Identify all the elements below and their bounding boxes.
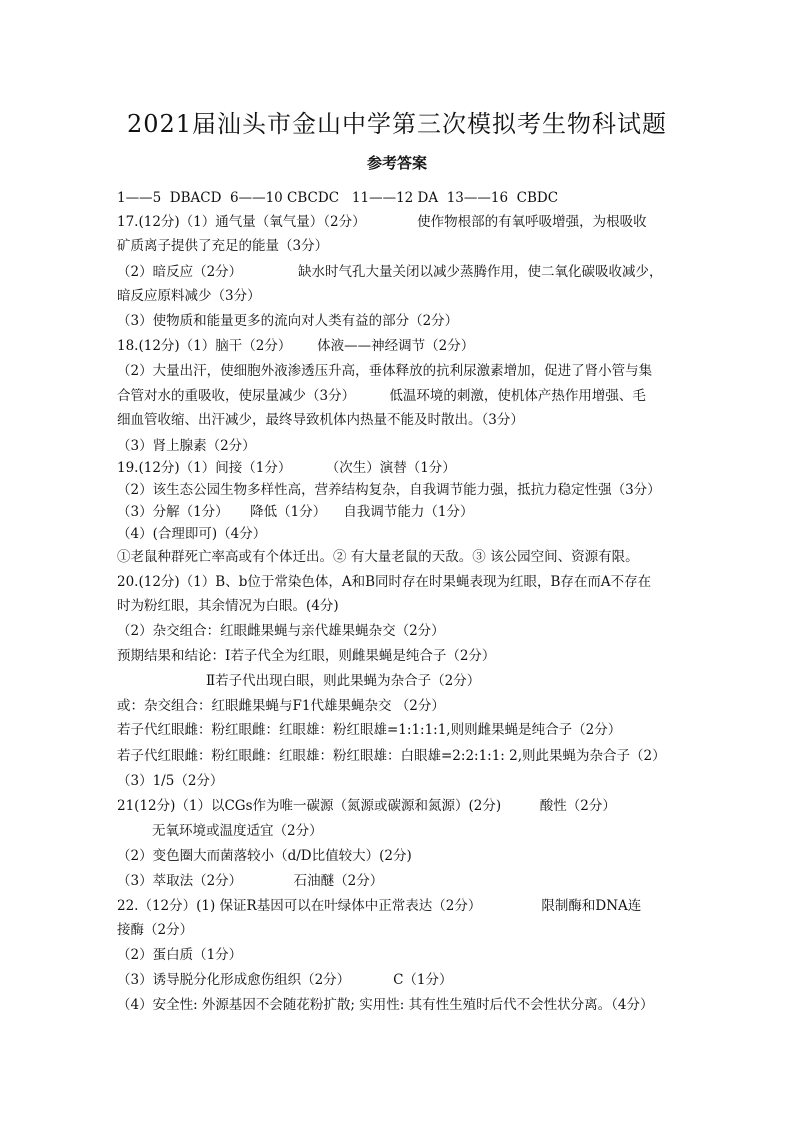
answer-line-20-2e: 若子代红眼雌：粉红眼雌：红眼雄：粉红眼雄=1:1:1:1,则则雌果蝇是纯合子（2分） [117, 722, 622, 738]
answer-line-22-3: （3）诱导脱分化形成愈伤组织（2分） C（1分） [117, 972, 453, 988]
answer-line-17-1b: 矿质离子提供了充足的能量（3分） [117, 238, 329, 254]
answer-line-22-4: （4）安全性: 外源基因不会随花粉扩散; 实用性: 其有性生殖时后代不会性状分离。（4分） [117, 997, 654, 1013]
answer-line-20-1b: 时为粉红眼，其余情况为白眼。(4分) [117, 598, 339, 614]
answer-line-22-2: （2）蛋白质（1分） [117, 947, 243, 963]
answer-line-22-1: 22.（12分）(1) 保证R基因可以在叶绿体中正常表达（2分） 限制酶和DNA连 [117, 898, 642, 914]
answer-line-19-3: （3）分解（1分） 降低（1分） 自我调节能力（1分） [117, 504, 474, 520]
answer-line-18-1: 18.(12分)（1）脑干（2分） 体液——神经调节（2分） [117, 338, 475, 354]
answer-line-21-1b: 无氧环境或温度适宜（2分） [152, 823, 323, 839]
answer-line-17-2b: 暗反应原料减少（3分） [117, 288, 261, 304]
answer-line-21-3: （3）萃取法（2分） 石油醚（2分） [117, 873, 384, 889]
answer-line-18-2: （2）大量出汗，使细胞外液渗透压升高，垂体释放的抗利尿激素增加，促进了肾小管与集 [117, 363, 653, 379]
answer-line-18-3: （3）肾上腺素（2分） [117, 438, 256, 454]
answer-line-20-2: （2）杂交组合：红眼雌果蝇与亲代雄果蝇杂交（2分） [117, 623, 445, 639]
answer-line-17-2: （2）暗反应（2分） 缺水时气孔大量关闭以减少蒸腾作用，使二氧化碳吸收减少， [117, 264, 663, 280]
page-title: 2021届汕头市金山中学第三次模拟考生物科试题 [126, 110, 668, 138]
answer-line-20-2d: 或：杂交组合：红眼雌果蝇与F1代雄果蝇杂交 （2分） [117, 698, 445, 714]
answer-line-19-1: 19.(12分)（1）间接（1分） （次生）演替（1分） [117, 460, 456, 476]
answer-line-mc: 1——5 DBACD 6——10 CBCDC 11——12 DA 13——16 CBDC [117, 190, 559, 206]
page-subtitle: 参考答案 [366, 154, 427, 172]
answer-line-20-1: 20.(12分)（1）B、b位于常染色体，A和B同时存在时果蝇表现为红眼，B存在而A不存在 [117, 574, 652, 590]
answer-line-20-3: （3）1/5（2分） [117, 773, 224, 789]
answer-line-18-2c: 细血管收缩、出汗减少，最终导致机体内热量不能及时散出。（3分） [117, 412, 524, 428]
answer-line-19-2: （2）该生态公园生物多样性高，营养结构复杂，自我调节能力强，抵抗力稳定性强（3分） [117, 482, 661, 498]
answer-line-18-2b: 合管对水的重吸收，使尿量减少（3分） 低温环境的刺激，使机体产热作用增强、毛 [117, 388, 646, 404]
answer-line-17-1: 17.(12分)（1）通气量（氧气量）（2分） 使作物根部的有氧呼吸增强，为根吸收 [117, 214, 647, 230]
answer-line-20-2f: 若子代红眼雌：粉红眼雌：红眼雄：粉红眼雄：白眼雄=2:2:1:1: 2,则此果蝇为杂合子（2） [117, 748, 666, 764]
answer-line-19-4b: ①老鼠种群死亡率高或有个体迁出。② 有大量老鼠的天敌。③ 该公园空间、资源有限。 [117, 549, 639, 565]
answer-line-21-1: 21(12分)（1）以CGs作为唯一碳源（氮源或碳源和氮源）(2分) 酸性（2分） [117, 798, 616, 814]
answer-line-22-1b: 接酶（2分） [117, 922, 194, 938]
answer-line-21-2: （2）变色圈大而菌落较小（d/D比值较大）(2分) [117, 848, 412, 864]
answer-line-17-3: （3）使物质和能量更多的流向对人类有益的部分（2分） [117, 313, 459, 329]
answer-line-19-4: （4）(合理即可)（4分） [117, 526, 267, 542]
answer-line-20-2b: 预期结果和结论：Ⅰ若子代全为红眼，则雌果蝇是纯合子（2分） [117, 648, 496, 664]
answer-line-20-2c: Ⅱ若子代出现白眼，则此果蝇为杂合子（2分） [206, 673, 481, 689]
